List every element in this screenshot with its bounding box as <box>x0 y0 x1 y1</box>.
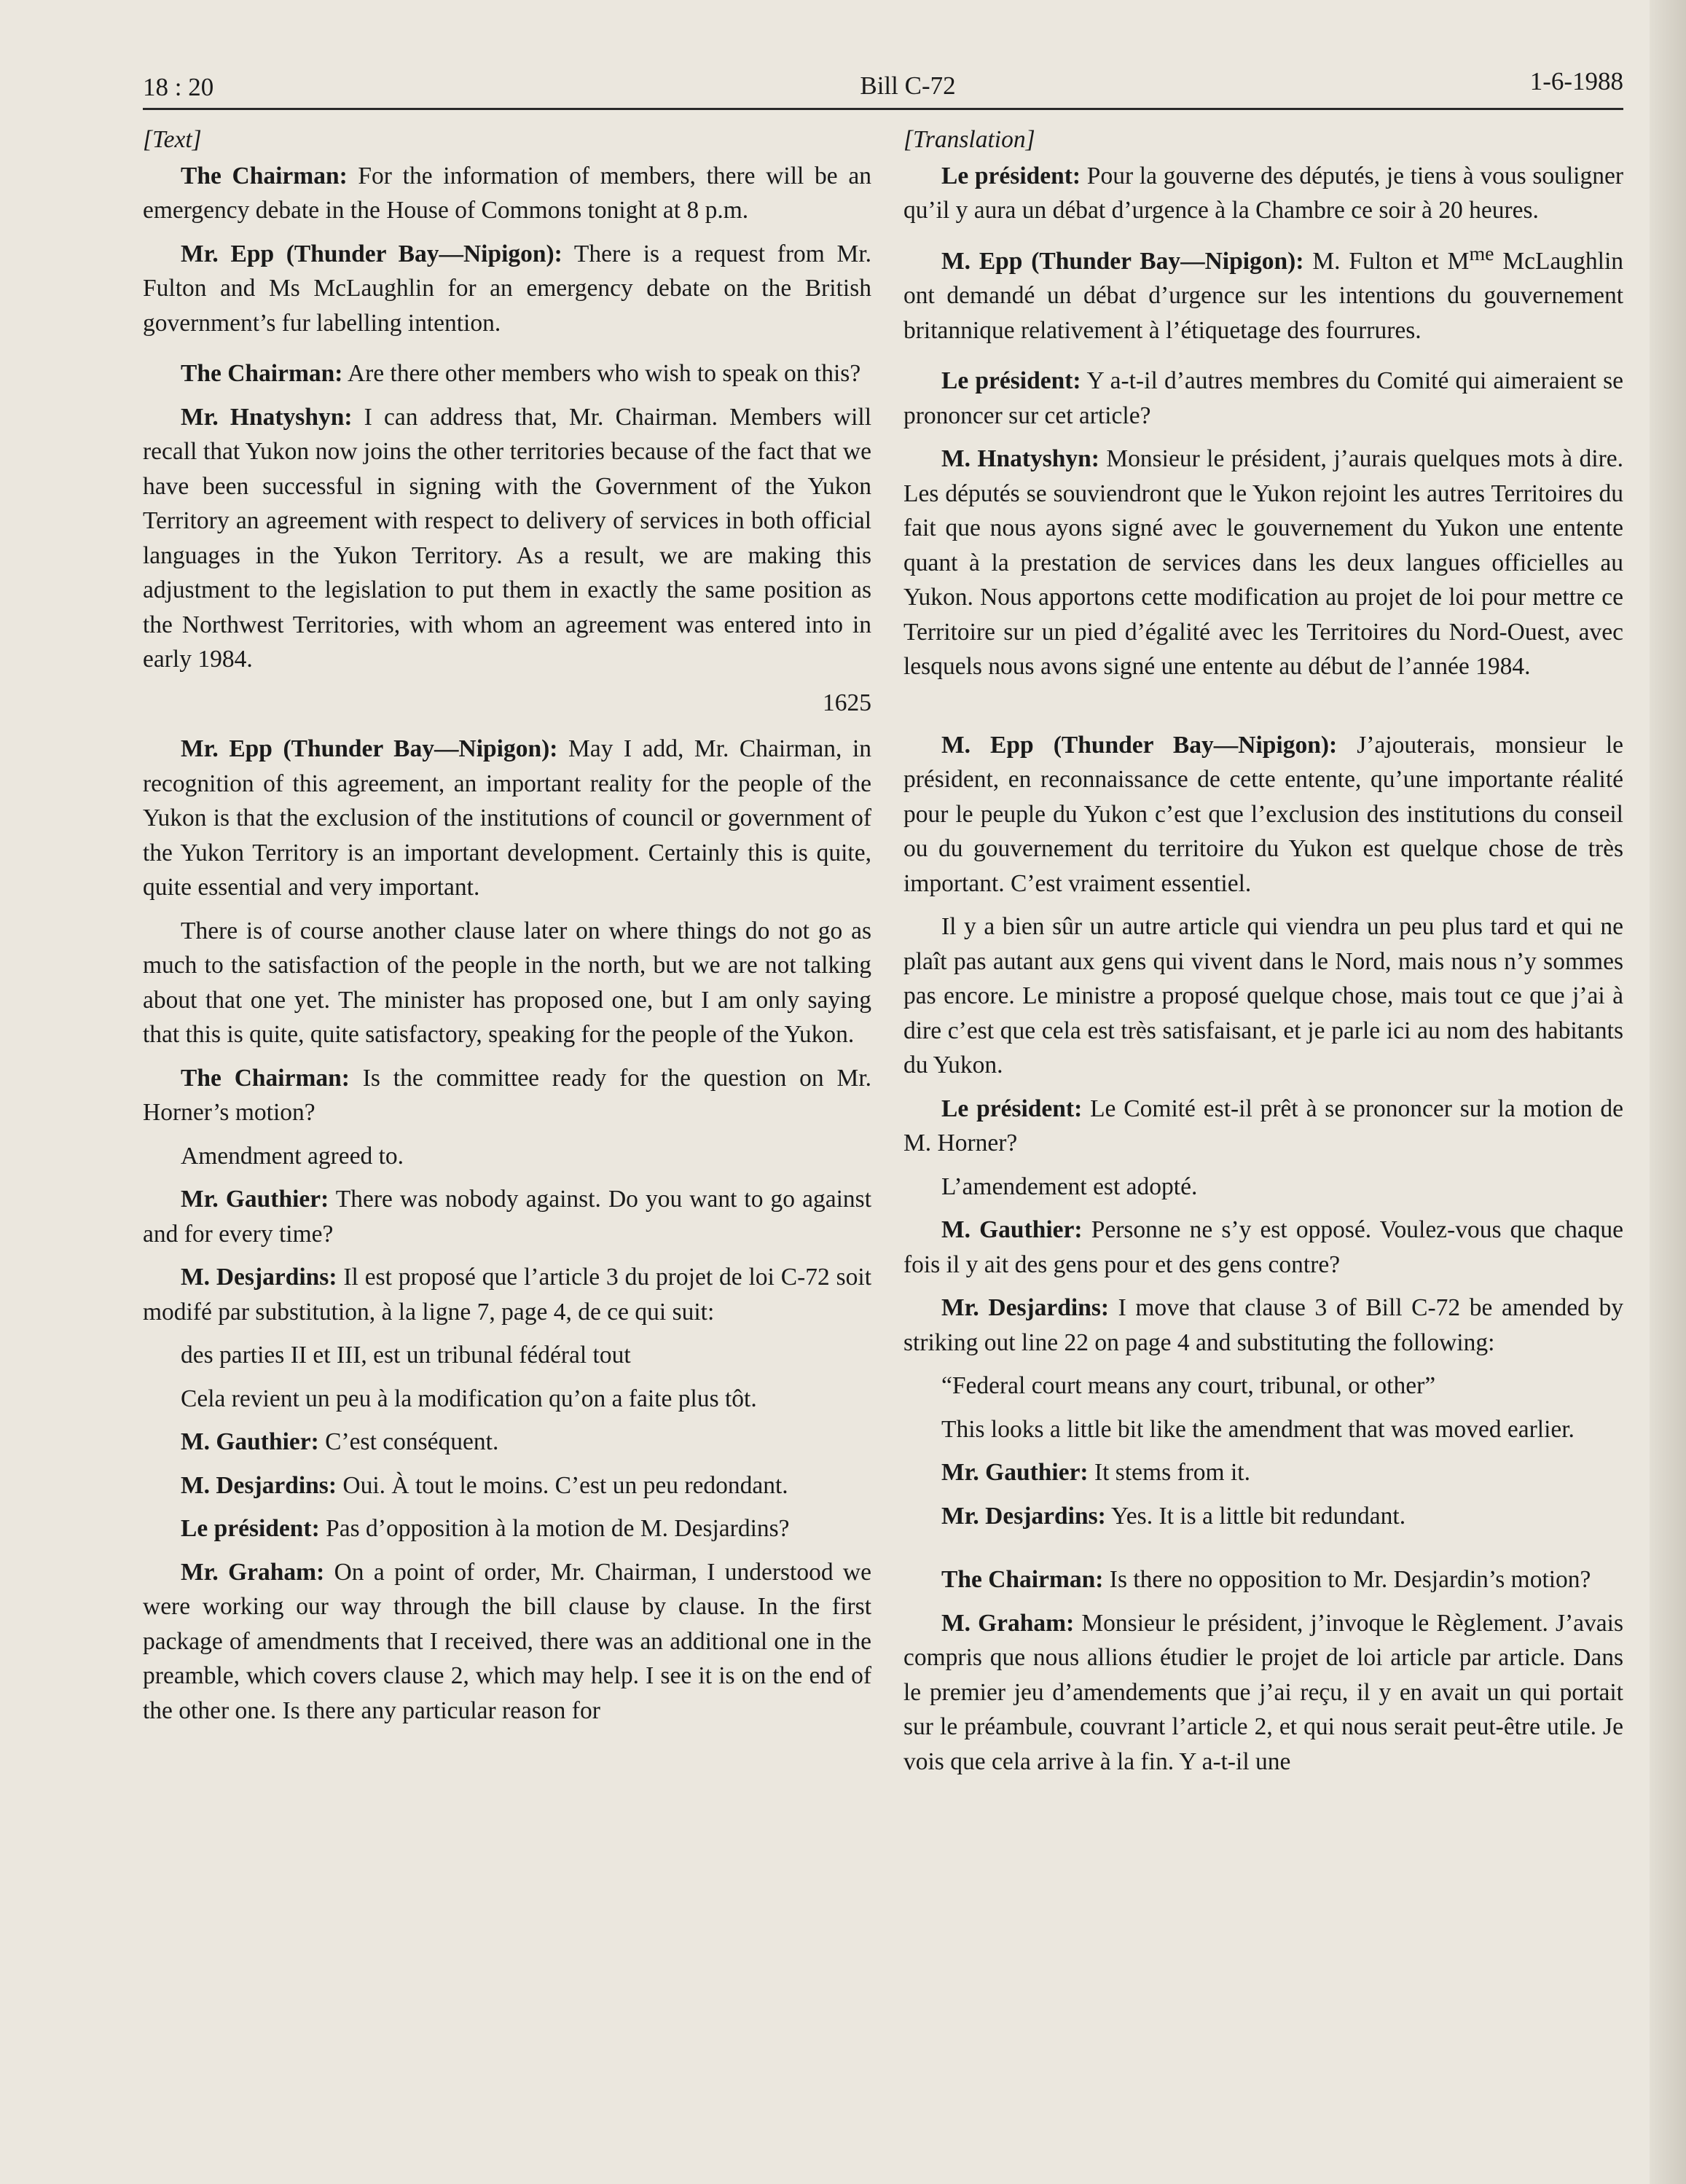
speech: Monsieur le président, j’invoque le Règlement. J’avais compris que nous allions étudier le projet de loi article par article. Dans le premier jeu d’amendements que j’ai reçu, il y en avait un qui portait sur le préambule, couvrant l’article 2, et qui nous serait peut-être utile. Je vois que cela arrive à la fin. Y a-t-il une <box>903 1609 1623 1775</box>
paragraph <box>143 732 871 905</box>
speech: Amendment agreed to. <box>181 1142 404 1170</box>
speech: This looks a little bit like the amendment that was moved earlier. <box>941 1415 1575 1443</box>
paragraph <box>903 364 1623 433</box>
paragraph <box>903 1455 1623 1490</box>
section-label: [Translation] <box>903 126 1035 153</box>
left-column <box>143 122 871 1737</box>
paragraph <box>903 1213 1623 1282</box>
speaker: M. Epp (Thunder Bay—Nipigon): <box>941 247 1304 275</box>
paragraph <box>903 1499 1623 1534</box>
paragraph <box>143 400 871 677</box>
paragraph <box>903 1606 1623 1780</box>
speech: May I add, Mr. Chairman, in recognition of this agreement, an important reality for the people of the Yukon is that the exclusion of the institutions of council or government of the Yukon Territory is an important development. Certainly this is quite, quite essential and very important. <box>143 735 872 901</box>
speech: Are there other members who wish to speak on this? <box>342 360 861 387</box>
speech: Yes. It is a little bit redundant. <box>1105 1502 1406 1530</box>
speaker: The Chairman: <box>941 1566 1104 1594</box>
speaker: Le président: <box>941 1095 1083 1122</box>
speech: L’amendement est adopté. <box>941 1173 1198 1200</box>
speaker: M. Epp (Thunder Bay—Nipigon): <box>941 731 1338 759</box>
paragraph <box>143 1425 871 1460</box>
speech: Le Comité est-il prêt à se prononcer sur la motion de M. Horner? <box>903 1095 1623 1157</box>
speech: Cela revient un peu à la modification qu’on a faite plus tôt. <box>181 1385 757 1412</box>
paragraph <box>143 1061 871 1130</box>
paragraph <box>143 1511 871 1546</box>
speech: Is there no opposition to Mr. Desjardin’s motion? <box>1103 1566 1591 1594</box>
bill-title: Bill C-72 <box>860 71 956 100</box>
quoted-text: “Federal court means any court, tribunal, or other” <box>941 1372 1436 1400</box>
paragraph <box>903 237 1623 348</box>
paragraph <box>903 1412 1623 1447</box>
speaker: Mr. Epp (Thunder Bay—Nipigon): <box>181 240 562 267</box>
time-marker: 1625 <box>823 689 871 716</box>
paragraph <box>903 442 1623 684</box>
speech: Monsieur le président, j’aurais quelques mots à dire. Les députés se souviendront que le Yukon rejoint les autres Territoires du fait que nous ayons signé avec le gouvernement du Yukon une entente quant à la prestation de services dans les deux langues officielles au Yukon. Nous apportons cette modification au projet de loi pour mettre ce Territoire sur un pied d’égalité avec les Territoires du Nord-Ouest, avec lesquels nous avons signé une entente au début de l’année 1984. <box>903 445 1623 681</box>
speech: I can address that, Mr. Chairman. Members will recall that Yukon now joins the other territories because of the fact that we have been successful in signing with the Government of the Yukon Territory an agreement with respect to delivery of services in both official languages in the Yukon Territory. As a result, we are making this adjustment to the legislation to put them in exactly the same position as the Northwest Territories, with whom an agreement was entered into in early 1984. <box>143 403 872 673</box>
speech: C’est conséquent. <box>318 1428 499 1455</box>
speaker: The Chairman: <box>181 1064 350 1092</box>
speaker: The Chairman: <box>181 360 343 387</box>
paragraph <box>903 1092 1623 1161</box>
speech: Pour la gouverne des députés, je tiens à vous souligner qu’il y aura un débat d’urgence à la Chambre ce soir à 20 heures. <box>903 162 1624 224</box>
paragraph <box>143 1468 871 1503</box>
speaker: Mr. Graham: <box>181 1558 325 1586</box>
speaker: M. Graham: <box>941 1609 1075 1637</box>
paragraph <box>143 1555 871 1729</box>
paragraph <box>143 1182 871 1251</box>
right-column <box>903 122 1623 1788</box>
speaker: Mr. Desjardins: <box>941 1502 1106 1530</box>
speech: On a point of order, Mr. Chairman, I understood we were working our way through the bill clause by clause. In the first package of amendments that I received, there was an additional one in the preamble, which covers clause 2, which may help. I see it is on the end of the other one. Is there any particular reason for <box>143 1558 871 1724</box>
page-edge-shadow <box>1650 0 1686 2184</box>
speaker: M. Gauthier: <box>941 1216 1083 1244</box>
paragraph <box>903 728 1623 901</box>
paragraph <box>143 1382 871 1417</box>
speech: M. Fulton et M <box>1303 247 1470 275</box>
superscript: me <box>1469 242 1494 265</box>
paragraph <box>903 1562 1623 1597</box>
section-label: [Text] <box>143 126 202 153</box>
speaker: Mr. Epp (Thunder Bay—Nipigon): <box>181 735 558 762</box>
speaker: M. Desjardins: <box>181 1471 337 1499</box>
speech: It stems from it. <box>1088 1459 1250 1487</box>
paragraph <box>903 909 1623 1083</box>
paragraph <box>143 159 871 228</box>
paragraph <box>903 1291 1623 1360</box>
speech: McLaughlin ont demandé un débat d’urgence sur les intentions du gouvernement britannique relativement à l’étiquetage des fourrures. <box>903 247 1624 344</box>
speaker: M. Desjardins: <box>181 1264 337 1291</box>
page-header <box>143 67 1623 109</box>
quoted-text: des parties II et III, est un tribunal fédéral tout <box>181 1342 631 1369</box>
speech: Il y a bien sûr un autre article qui viendra un peu plus tard et qui ne plaît pas autant aux gens qui vivent dans le Nord, mais nous n’y sommes pas encore. Le ministre a proposé quelque chose, mais tout ce que j’ai à dire c’est que cela est très satisfaisant, et je parle ici au nom des habitants du Yukon. <box>903 913 1623 1079</box>
paragraph <box>143 1139 871 1174</box>
speech: There was nobody against. Do you want to go against and for every time? <box>143 1186 872 1248</box>
speech: There is a request from Mr. Fulton and Ms McLaughlin for an emergency debate on the British government’s fur labelling intention. <box>143 240 871 337</box>
speech: Y a-t-il d’autres membres du Comité qui aimeraient se prononcer sur cet article? <box>903 367 1623 429</box>
header-rule <box>143 108 1623 110</box>
speaker: Mr. Hnatyshyn: <box>181 403 353 431</box>
paragraph <box>903 1369 1623 1404</box>
paragraph <box>903 1170 1623 1205</box>
speaker: M. Hnatyshyn: <box>941 445 1099 473</box>
speaker: Le président: <box>941 162 1081 189</box>
paragraph <box>903 159 1623 228</box>
speech: Is the committee ready for the question on Mr. Horner’s motion? <box>143 1064 871 1126</box>
speaker: Mr. Desjardins: <box>941 1294 1110 1322</box>
speech: Oui. À tout le moins. C’est un peu redondant. <box>337 1471 788 1499</box>
speech: Personne ne s’y est opposé. Voulez-vous que chaque fois il y ait des gens pour et des gens contre? <box>903 1216 1623 1278</box>
speech: J’ajouterais, monsieur le président, en reconnaissance de cette entente, qu’une importante réalité pour le peuple du Yukon c’est que l’exclusion des institutions du conseil ou du gouvernement du territoire du Yukon est quelque chose de très important. C’est vraiment essentiel. <box>903 731 1623 897</box>
speech: Pas d’opposition à la motion de M. Desjardins? <box>319 1515 790 1542</box>
speaker: M. Gauthier: <box>181 1428 319 1455</box>
paragraph <box>143 1338 871 1373</box>
speaker: Le président: <box>181 1515 320 1542</box>
paragraph <box>143 1260 871 1329</box>
paragraph <box>143 914 871 1052</box>
paragraph <box>143 356 871 391</box>
speech: There is of course another clause later on where things do not go as much to the satisfaction of the people in the north, but we are not talking about that one yet. The minister has proposed one, but I am only saying that this is quite, quite satisfactory, speaking for the people of the Yukon. <box>143 917 871 1048</box>
speech: For the information of members, there will be an emergency debate in the House of Commons tonight at 8 p.m. <box>143 162 871 224</box>
page-date: 1-6-1988 <box>1529 67 1623 95</box>
speaker: The Chairman: <box>181 162 348 189</box>
speech: I move that clause 3 of Bill C-72 be amended by striking out line 22 on page 4 and substituting the following: <box>903 1294 1623 1356</box>
speech: Il est proposé que l’article 3 du projet de loi C-72 soit modifé par substitution, à la ligne 7, page 4, de ce qui suit: <box>143 1264 872 1326</box>
speaker: Le président: <box>941 367 1081 395</box>
paragraph <box>143 237 871 341</box>
page-number: 18 : 20 <box>143 73 214 101</box>
speaker: Mr. Gauthier: <box>181 1186 329 1213</box>
speaker: Mr. Gauthier: <box>941 1459 1089 1487</box>
